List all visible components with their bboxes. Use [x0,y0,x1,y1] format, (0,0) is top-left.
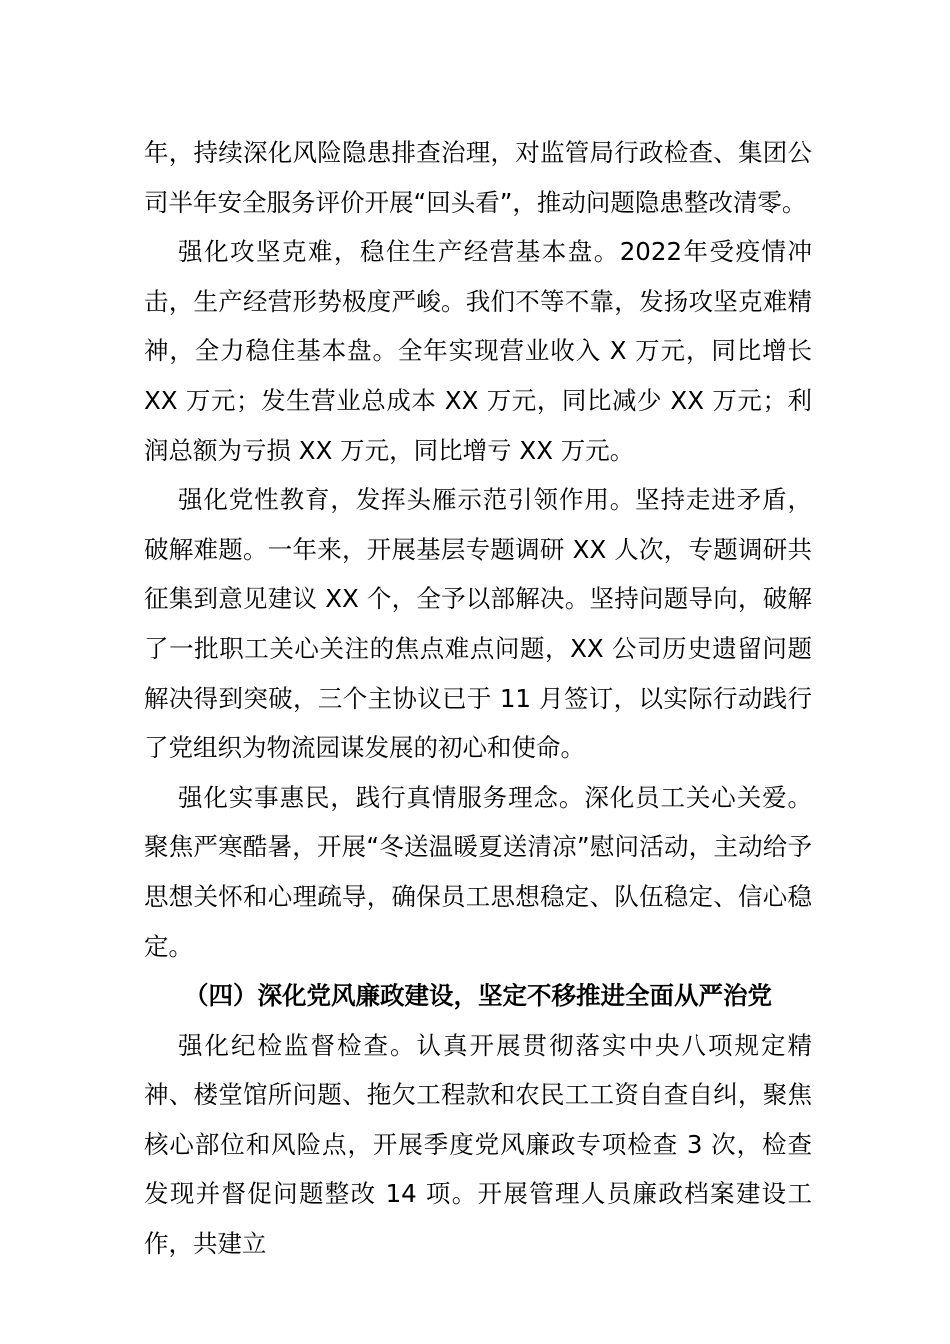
section-heading: （四）深化党风廉政建设，坚定不移推进全面从严治党 [184,981,772,1011]
paragraph-discipline: 强化纪检监督检查。认真开展贯彻落实中央八项规定精神、楼堂馆所问题、拖欠工程款和农民工工资自查自纠，聚焦核心部位和风险点，开展季度党风廉政专项检查 3 次，检查发现并督促问题整改 14 项。开展管理人员廉政档案建设工作，共建立 [144,1030,812,1259]
document-body [144,128,812,1269]
paragraph-welfare: 强化实事惠民，践行真情服务理念。深化员工关心关爱。聚焦严寒酷暑，开展“冬送温暖夏送清凉”慰问活动，主动给予思想关怀和心理疏导，确保员工思想稳定、队伍稳定、信心稳定。 [144,782,812,961]
paragraph-continuation: 年，持续深化风险隐患排查治理，对监管局行政检查、集团公司半年安全服务评价开展“回头看”，推动问题隐患整改清零。 [144,138,812,217]
paragraph-production: 强化攻坚克难，稳住生产经营基本盘。2022年受疫情冲击，生产经营形势极度严峻。我们不等不靠，发扬攻坚克难精神，全力稳住基本盘。全年实现营业收入 X 万元，同比增长 XX 万元；发生营业总成本 XX 万元，同比减少 XX 万元；利润总额为亏损 XX 万元，同比增亏 XX 万元。 [144,237,812,465]
paragraph-party-education: 强化党性教育，发挥头雁示范引领作用。坚持走进矛盾，破解难题。一年来，开展基层专题调研 XX 人次，专题调研共征集到意见建议 XX 个，全予以部解决。坚持问题导向，破解了一批职工关心关注的焦点难点问题，XX 公司历史遗留问题解决得到突破，三个主协议已于 11 月签订，以实际行动践行了党组织为物流园谋发展的初心和使命。 [144,485,812,763]
